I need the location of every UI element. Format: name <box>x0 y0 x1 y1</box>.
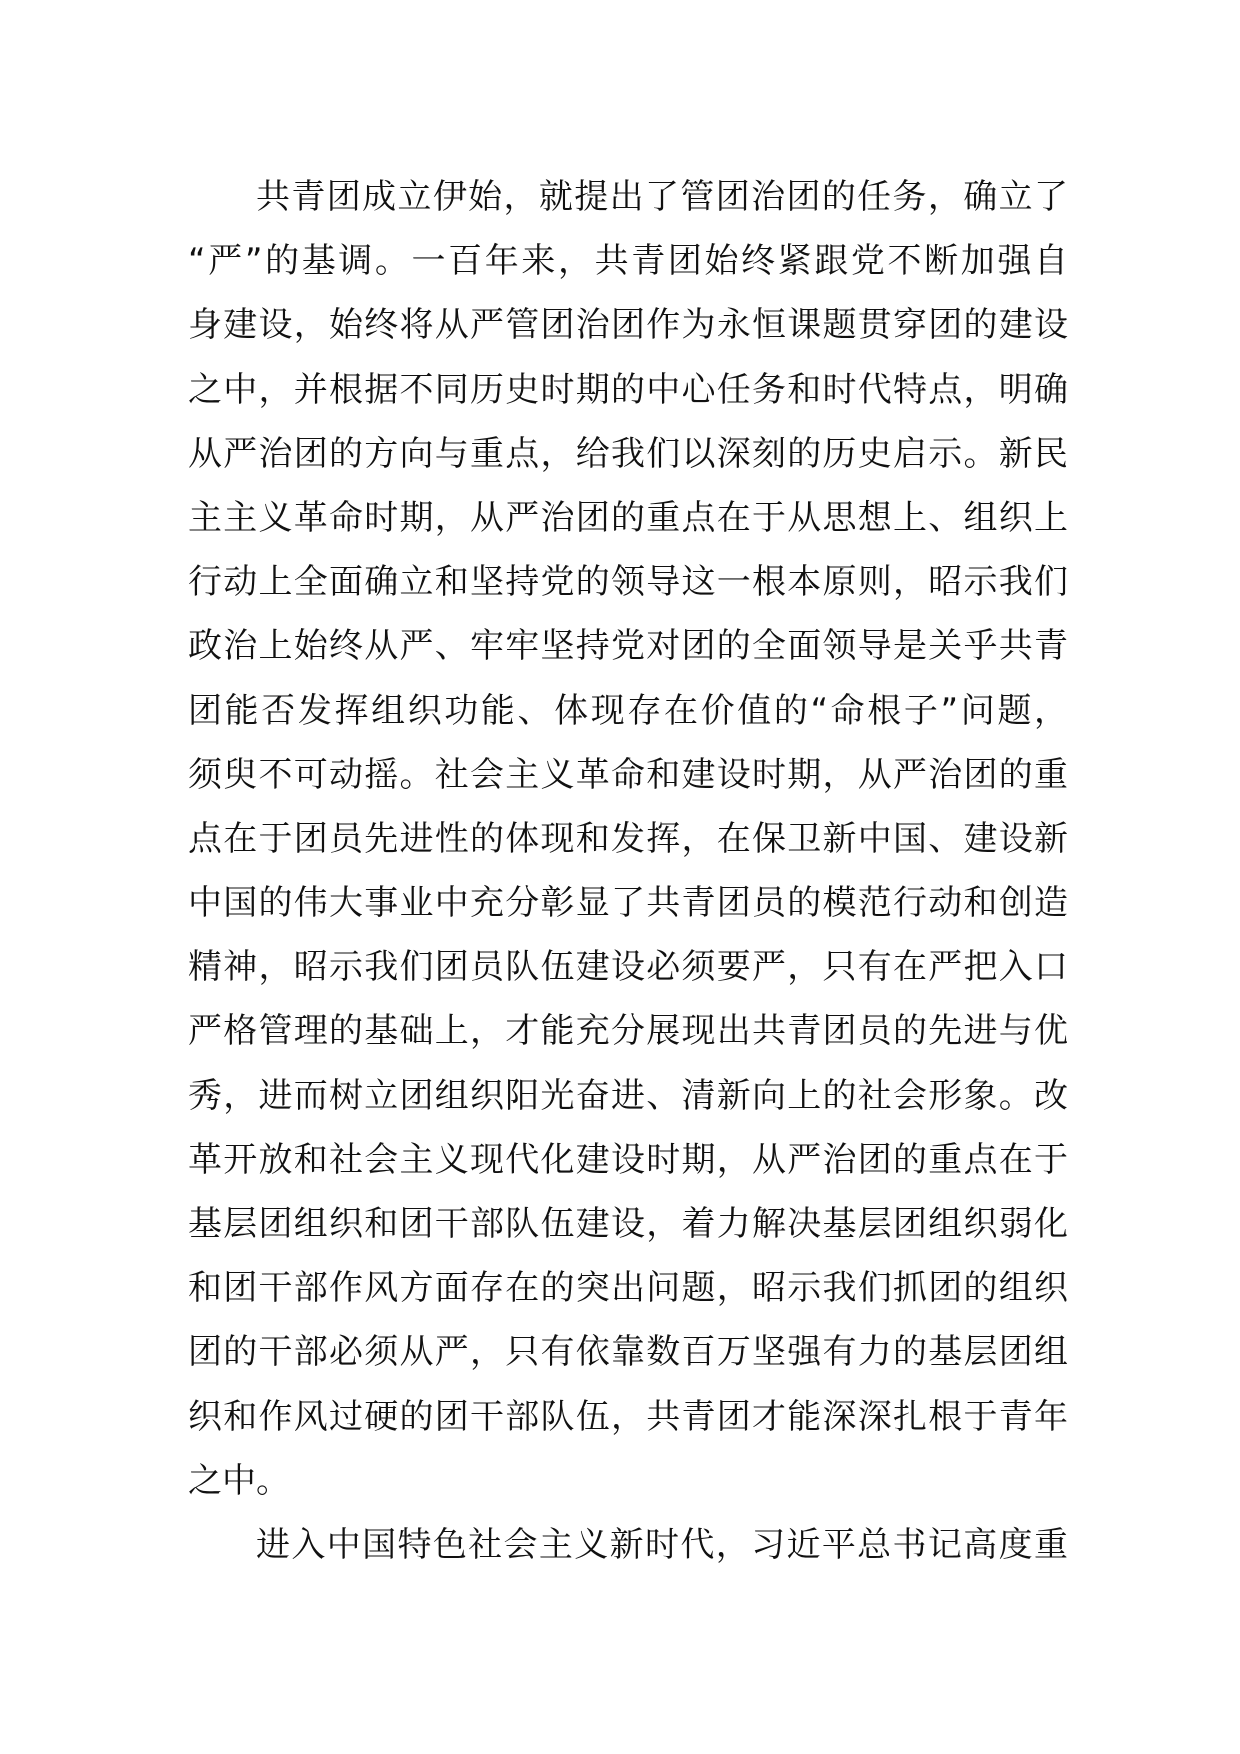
body-text <box>188 165 1068 1577</box>
text-line: 政治上始终从严、牢牢坚持党对团的全面领导是关乎共青 <box>188 626 1068 667</box>
text-line: 进入中国特色社会主义新时代，习近平总书记高度重 <box>256 1524 1068 1565</box>
text-line: 行动上全面确立和坚持党的领导这一根本原则，昭示我们 <box>188 562 1068 603</box>
text-line: 和团干部作风方面存在的突出问题，昭示我们抓团的组织 <box>188 1268 1068 1309</box>
text-line: 秀，进而树立团组织阳光奋进、清新向上的社会形象。改 <box>188 1075 1068 1116</box>
text-line: 之中，并根据不同历史时期的中心任务和时代特点，明确 <box>188 369 1068 410</box>
text-line: 主主义革命时期，从严治团的重点在于从思想上、组织上 <box>188 497 1068 538</box>
text-line: 点在于团员先进性的体现和发挥，在保卫新中国、建设新 <box>188 818 1068 859</box>
text-line: 团能否发挥组织功能、体现存在价值的“命根子”问题， <box>188 690 1068 731</box>
text-line: 精神，昭示我们团员队伍建设必须要严，只有在严把入口 <box>188 947 1068 988</box>
text-line: 从严治团的方向与重点，给我们以深刻的历史启示。新民 <box>188 433 1068 474</box>
text-line: 须臾不可动摇。社会主义革命和建设时期，从严治团的重 <box>188 754 1068 795</box>
text-line: 革开放和社会主义现代化建设时期，从严治团的重点在于 <box>188 1139 1068 1180</box>
text-line: 基层团组织和团干部队伍建设，着力解决基层团组织弱化 <box>188 1204 1068 1244</box>
paragraph-2 <box>188 1513 1068 1577</box>
text-line: “严”的基调。一百年来，共青团始终紧跟党不断加强自 <box>188 241 1068 282</box>
text-line: 共青团成立伊始，就提出了管团治团的任务，确立了 <box>256 177 1068 217</box>
text-line: 织和作风过硬的团干部队伍，共青团才能深深扎根于青年 <box>188 1396 1068 1437</box>
text-line: 之中。 <box>188 1460 290 1501</box>
text-line: 身建设，始终将从严管团治团作为永恒课题贯穿团的建设 <box>188 305 1068 346</box>
text-line: 中国的伟大事业中充分彰显了共青团员的模范行动和创造 <box>188 883 1068 924</box>
text-line: 团的干部必须从严，只有依靠数百万坚强有力的基层团组 <box>188 1332 1068 1373</box>
text-line: 严格管理的基础上，才能充分展现出共青团员的先进与优 <box>188 1011 1068 1052</box>
paragraph-1 <box>188 165 1068 1513</box>
